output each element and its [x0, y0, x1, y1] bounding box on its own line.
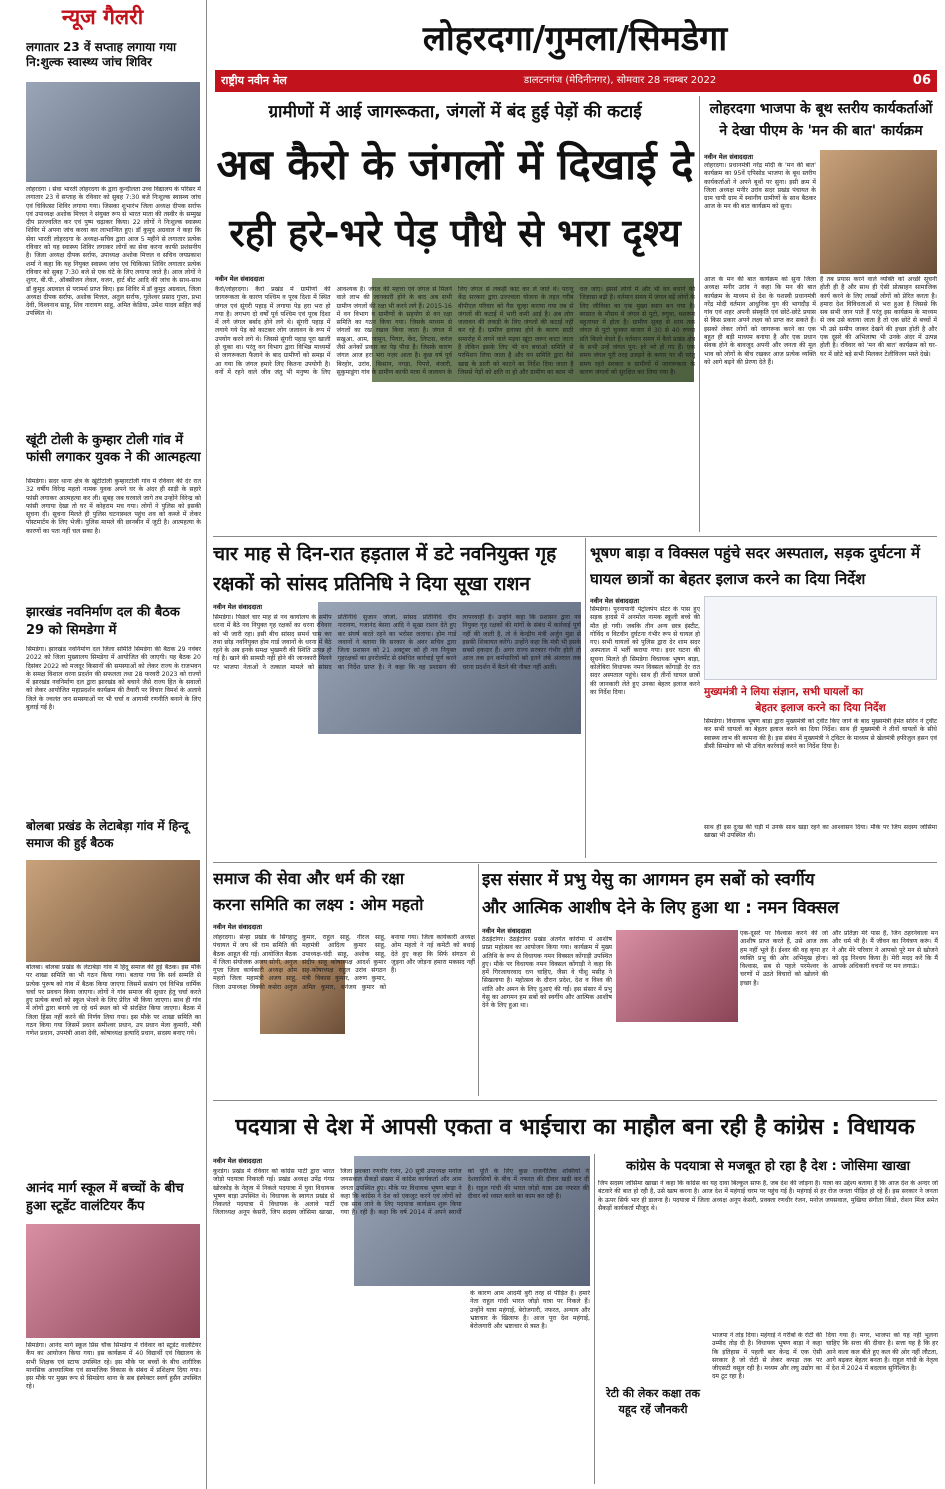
naman-vixal-headline-line1: इस संसार में प्रभु येसु का आगमन हम सबों को स्वर्गीय	[482, 870, 815, 890]
meeting-photo	[26, 860, 200, 962]
hospital-headline-line2: घायल छात्रों का बेहतर इलाज करने का दिया निर्देश	[590, 570, 866, 588]
padyatra-headline: पदयात्रा से देश में आपसी एकता व भाईचारा का माहौल बना रही है कांग्रेस : विधायक	[235, 1115, 915, 1140]
sidebar-story-1-text: लोहरदगा । सेवा भारती लोहरदगा के द्वारा कुन्दीलता उच्च विद्यालय के परिसर में लगातार 23 वें सप्ताह के रविवार को सुबह 7:30 बजे निःशुल्क स्वास्थ्य जांच एवं चिकित्सा शिविर लगाया गया। जिसका शुभारंभ जिला अध्यक्ष दीपक सर्राफ एवं उपाध्यक्ष अशोक मित्तल ने संयुक्त रूप से भारत माता की तस्वीर के सम्मुख दीप प्रज्ज्वलित कर एवं पुष्प चढ़ाकर किया। 22 लोगों ने निःशुल्क स्वास्थ्य शिविर में अपना जांच करवा कर लाभान्वित हुए। डॉ कुमुद अग्रवाल ने कहा कि सेवा भारती लोहरदगा के अध्यक्ष-सचिव द्वारा आज 5 महीने से लगातार प्रत्येक रविवार को यह स्वास्थ्य शिविर लगाकर लोगों का सेवा करना काफी प्रशंसनीय है। जिला अध्यक्ष दीपक सर्राफ, उपाध्यक्ष अशोक मित्तल व सचिव जयप्रकाश शर्मा ने कहा कि यह नियुक्त स्वास्थ्य जांच एवं चिकित्सा शिविर लगातार प्रत्येक रविवार को सुबह 7:30 बजे से एक घंटे के लिए लगाया जाते है। आज लोगों ने शुगर, बी.पी., ऑक्सीजन लेवल, वजन, हार्ट बीट आदि की जांच के साथ-साथ डॉ कुमुद अग्रवाल से परामर्श प्राप्त किए। इस शिविर में डॉ कुमुद अग्रवाल, जिला अध्यक्ष दीपक सर्राफ, अशोक मित्तल, अतुल सर्राफ, गुलेश्वर प्रसाद गुप्ता, प्रभा देवी, विश्वनाथ साहू, शिव नारायण साहू, अमित केडिया, उमेश यादव सहित कई उपस्थित थे।	[26, 186, 201, 318]
sidebar-story-4-text: बोलबा। बोलबा प्रखंड के लेटाबेड़ा गांव में हिंदू समाज की हुई बैठक। इस मौके पर शाखा समिति का भी गठन किया गया। बताया गया कि सर्व सम्मति से प्रत्येक पुरूष को गांव में बैठक किया जाएगा जिसमें सत्संग एवं विभिन्न धार्मिक चर्चा पर प्रवचन किया जाएगा। लोगों ने गांव समाज की सुधार हेतु चर्चा करते हुए प्रत्येक बच्चों को स्कूल भेजने के लिए प्रेरित भी किया जाएगा। साथ ही गांव में लोगों द्वारा बनाये जा रहे धर्म स्थल को भी संरक्षित किया जाएगा। बैठक में जिला हिंसा नहीं करने की निर्णय लिया गया। इस मौके पर शाखा समिति का गठन किया गया जिसमें प्रधान समीश्वर प्रधान, उप प्रधान मेला कुमारी, मंत्री गणेश प्रधान, उपमंत्री आशा देवी, कोषाध्यक्ष इत्यादि प्रधान, सदस्य बनाए गये।	[26, 964, 201, 1038]
mid-low-right-byline: नवीन मेल संवाददाता	[482, 927, 531, 935]
sidebar-divider	[206, 0, 207, 1489]
top-left-text: कैरो/लोहरदगा। कैरो प्रखंड में ग्रामीणों की जागरूकता के कारण पश्चिम व पूरब दिशा में स्थित जंगल एवं सूंगरी पहाड़ में लगाया पेड़ हरा भरा हो गया है। लगभग दो वर्षों पूर्व पश्चिम एवं पूरब दिशा में लगे जंगल बर्बाद होने लगे थे। सूंगरी पहाड़ में लगाये गये पेड़ को काटकर लोग जलावन के रूप में उपयोग करने लगे थे। जिससे सूंगरी पहाड़ पूरा खाली हो चुका था। परंतु वन विभाग द्वारा विभिन्न माध्यमों से जागरूकता फैलाने के बाद ग्रामीणों को समझ में आ गया कि जंगल हमारे लिए कितना उपयोगी है। वनों में रहने वाले जीव जंतु भी मनुष्य के लिए आवश्यक है। जंगल की महत्ता एवं जंगल से मिलने वाले लाभ की जानकारी होने के बाद अब सभी ग्रामीण जंगलों की रक्षा भी करने लगे हैं। 2015-16 में वन विभाग व ग्रामीणों के सहयोग से वन रक्षा समिति का गठन किया गया। जिसके माध्यम से जंगलों का रख रखाव किया जाता है। जंगल में सखुआ, आम, जामुन, पियार, केंद, लिप्टस, करंज जैसे अनेकों प्रकार का पेड़ पौधा है। जिसके कारण जंगल आज हरा भरा नज़र आता है। कुछ वर्ष पूर्व बिरहोर, उरांव, किसान, नगड़ा, पिपरो, बंजारी, सुकुमाडूंगा गांव के ग्रामीण काफी मात्रा में जलावन के लिए जंगल से लकड़ी काट कर ले जाते थे। परन्तु केंद्र सरकार द्वारा उज्ज्वला योजना के तहत गरीब बीपीएल परिवार को गैस चूल्हा कराया गया तब से जंगलों की कटाई में भारी कमी आई है। अब लोग जलावन की लकड़ी के लिए जंगलों की कटाई नहीं कर रहे हैं। ग्रामीण इलाका होने के कारण साठी समारोह में लगने वाले मड़वा खूंटा जरूर काटा जाता है लेकिन इसके लिए भी वन बचाओ समिति से परमिशन लिया जाता है और वन समिति द्वारा वैसे खाद्य के डाली को काटने का निर्देश दिया जाता है जिससे पेड़ों को क्षति ना हो और ग्रामीण का काम भी चल जाए। इससे लोगों में और भी वन बचाने की जिज्ञासा बढ़ी है। वर्तमान समय में जंगल बढ़ें लोगों के लिए जीविका का एक मुख्य स्थान बन गया है। बरसात के मौसम में जंगल से पुटो, रुगुवा, मशरूम बहुतायत में होता है। ग्रामीण सुबह से शाम तक जंगल से पुटो चुनकर बाजार में 30 से 40 रुपया प्रति किलो बेचते हैं। वर्तमान समय में कैरो प्रखंड क्षेत्र के सभी उन्हें जंगल पुन: हरे भरे हो गए हैं। एक समय जंगल पूरी तरह उजड़ने के कगार पर थी परंतु समय रहते सरकार व ग्रामीणों में जागरूकता के कारण जंगलों को सुरक्षित कर लिया गया है।	[215, 286, 695, 376]
sidebar-story-3-text: सिमडेगा। झारखंड नवनिर्माण दल जिला समिति सिमडेगा की बैठक 29 नवंबर 2022 को जिला मुख्यालय सिमडेगा में आयोजित की जाएगी। यह बैठक 20 दिसंबर 2022 को मजदूर किसानों की समस्याओं को लेकर राज्य के राजभवन के समक्ष विशाल धरना प्रदर्शन की सफलता तथा 28 फरवरी 2023 को राज्यों में झारखंड नवनिर्माण दल द्वारा झारखंड को बचाने जैसे राज्य हित के सवालों को लेकर आयोजित महाप्रदर्शन कार्यक्रम की तैयारी पर विचार विमर्श के अलावे जिले के ज्वलंत जन समस्याओं पर भी चर्चा व आगामी रणनीति बनाने के लिए बुलाई गई है।	[26, 646, 201, 712]
sidebar-story-4-headline: बोलबा प्रखंड के लेटाबेड़ा गांव में हिन्दू समाज की हुई बैठक	[26, 819, 189, 850]
news-gallery-title	[6, 2, 199, 32]
cm-tweet-screenshot	[704, 596, 937, 680]
om-mahto-headline-line2: करना समिति का लक्ष्य : ओम महतो	[213, 895, 424, 914]
mid-right-text: सिमडेगा। पुरनापानी पेट्रोलपंप सेंटर के पास हुए सड़क हादसे में अनमोल नामक स्कूली बच्चे की मौत हो गयी। जबकि तीन अन्य छात्र इंस्टीट, गोविंद व विटवीन दुर्घटना गंभीर रूप से घायल हो गए। सभी घायलों को पुलिस द्वारा देर शाम सदर अस्पताल में भर्ती कराया गया। इधर घटना की सूचना मिलते ही सिमडेगा विधायक भूषण बाड़ा, कोलेबिरा विधायक नमन विक्सल कोंगाड़ी देर रात सदर अस्पताल पहुंचे। साथ ही तीनों घायल छात्रों की जानकारी लेते हुए उनका बेहतर इलाज करने का निर्देश दिया।	[590, 606, 700, 696]
cm-tail-text: साथ ही इस दुःख की घड़ी में उनके साथ खड़ा रहने का आश्वासन दिया। मौके पर जिप सदस्य जोसिमा खाखा भी उपस्थित थी।	[704, 824, 937, 840]
sidebar-story-5-headline: आनंद मार्ग स्कूल में बच्चों के बीच हुआ स्टूडेंट वालंटियर कैंप	[26, 1181, 184, 1214]
top-right-divider	[699, 96, 700, 532]
mid-right-byline: नवीन मेल संवाददाता	[590, 597, 639, 605]
mid-left-text: सिमडेगा। पिछले चार माह से नव कार्यालय के समीप धरना में बैठे नव नियुक्त गृह रक्षकों का धरना रविवार को भी जारी रहा। इसी बीच सांसद समर्थ चाम कर तथा छोड़ नवनियुक्त होम गार्ड जवानों के धरना में बैठे रहने के अब इनके समक्ष भुखमरी की स्थिति उत्पन्न हो गई है। खाने की सामग्री नहीं होने की जानकारी मिलने पर भाजपा नेताओं ने तत्काल मामले को सांसद प्रतिनिधि सुजान जोजो, सांसद प्रतिनिधि दीप नारायण, गजानंद बेसरा आदि ने सूखा राशन देते हुए कर संघर्ष करते रहने का भरोसा जताया। होम गार्ड जवानों ने बताया कि सरकार के अवर सचिव द्वारा जिला प्रशासन को 21 अक्टूबर को ही नव नियुक्त गृहरक्षकों का इनरोलमेंट से संबंधित कार्रवाई पूर्ण करने का निर्देश प्राप्त है। ने कहा कि वह प्रशासन की लापरवाही है। उन्होंने कहा कि प्रशासन द्वारा नव नियुक्त गृह रक्षकों की मांगों के संबंध में कार्रवाई पूर्ण नहीं की जाती है, तो वे केन्द्रीय मंत्री अर्जुन मुंडा से इसकी शिकायत करेंगे। उन्होंने कहा कि मंत्री भी इसके सबसे हकदार हैं। अगर राज्य सरकार गंभीर होती तो आज तक इन कर्मचारियों को इतने लंबे अंतराल तक धरना प्रदर्शन में बैठने की नौबत नहीं आती।	[213, 614, 581, 671]
section-rule-3	[213, 1100, 937, 1101]
page-number: 06	[912, 73, 931, 88]
home-guard-headline-line1: चार माह से दिन-रात हड़ताल में डटे नवनियुक्त गृह	[213, 543, 557, 565]
section-rule-2	[213, 862, 937, 863]
sidebar-story-1-headline: लगातार 23 वें सप्ताह लगाया गया नि:शुल्क स्वास्थ्य जांच शिविर	[26, 40, 177, 69]
mid-low-right-text-c: और प्रतिज्ञा मेरे पास है, जिन ठहरनेवाला मन और धर्म भी है। मैं जीवन का नियंत्रण करूं। मैं ने और मेरे परिवार ने आपको पूरे मन से खोजने को दृढ़ निश्चय किया है। मेरी मदद करें कि मैं आपके अधिकारी वचनों पर मन लगाऊं।	[832, 930, 938, 971]
news-gallery-sidebar	[0, 0, 205, 1489]
josima-text: जिप सदस्य जोसिमा खाखा ने कहा कि कांग्रेस का यह दावा बिल्कुल साफ है, जब देश की जोड़ना है। यात्रा का उद्देश्य बताया है कि आज देश के अन्दर जो बंटवारे की बात हो रही है, उसे खत्म करना है। आज देश में महंगाई चरम पर पहुंच गई है। महंगाई से हर रोज जनता पीड़ित हो रहे हैं। इस सरकार ने जनता के ऊपर सिर्फ भार ही डालना है। पदयात्रा में जिला अध्यक्ष अनूप केसरी, प्रवक्ता रणधीर रंजन, मनोज जयसवाल, मुखिया संगीता किंडो, रोशन मिंज समेत सैकड़ों कार्यकर्ता मौजूद थे।	[598, 1180, 938, 1212]
dateline: डालटनगंज (मेदिनीनगर), सोमवार 28 नवम्बर 2022	[523, 75, 717, 86]
cm-headline-line2: बेहतर इलाज करने का दिया निर्देश	[755, 702, 886, 714]
cm-text: सिमडेगा। विधायक भूषण बाड़ा द्वारा मुख्यमंत्री को ट्वीट किए जाने के बाद मुख्यमंत्री हेमंत सोरेन ने ट्वीट कर सभी घायलों का बेहतर इलाज करने का दिया निर्देश। साथ ही मुख्यमंत्री ने तीनों घायलों के सीधे स्वास्थ्य लाभ की कामना की है। इस संबंध में मुख्यमंत्री ने ट्विटर के माध्यम से खेलमंत्री हफीजुल हसन एवं डीसी सिमडेगा को भी उचित कार्रवाई करने का निर्देश दिया है।	[704, 718, 937, 750]
mann-ki-baat-photo	[820, 150, 937, 274]
school-camp-photo	[26, 1224, 200, 1338]
naman-vixal-headline-line2: और आत्मिक आशीष देने के लिए हुआ था : नमन विक्सल	[482, 898, 839, 918]
church-event-photo	[616, 930, 738, 1022]
mid-low-right-text-b: एक-दूसरे पर विश्वास करने की जो आशीष प्राप्त करते हैं, उसे आज तक हम नहीं भूले हैं। ईश्वर की वह कृपा हर व्यक्ति प्रभु की ओर अभिमुख होना। विश्वास, सब से पहले परमेश्वर के चरणों में उठते विचारों को खोलने की इच्छा है।	[740, 930, 828, 987]
masthead-bar	[215, 70, 937, 92]
region-title: लोहरदगा/गुमला/सिमडेगा	[422, 19, 728, 59]
josima-headline: कांग्रेस के पदयात्रा से मजबूत हो रहा है देश : जोसिमा खाखा	[625, 1159, 911, 1174]
mann-ki-baat-headline: लोहरदगा भाजपा के बूथ स्तरीय कार्यकर्ताओं ने देखा पीएम के 'मन की बात' कार्यक्रम	[709, 101, 933, 139]
hospital-headline-line1: भूषण बाड़ा व विक्सल पहुंचे सदर अस्पताल, सड़क दुर्घटना में	[590, 544, 921, 562]
top-right-text-c: है तब प्रयास करने वाले व्यक्ति को अच्छी सूचनी होती ही है और साथ ही ऐसी प्रोत्साहन सामाजिक कार्य करने के लिए लाखों लोगों को प्रेरित करता है। हमारा देश विविधताओं से भरा हुआ है जिससे कि सब सभी जान पाते हैं परंतु इस कार्यक्रम के माध्यम से जब उसे बताया जाता है तो एक छोटे से बच्चों में भी उसे समीप जाकर देखने की इच्छा होती है और एक दूसरे की अभिलाषा भी उनके अंदर में उत्पन्न होती है। रविवार को 'मन की बात' कार्यक्रम को घर-घर में छोटे बड़े सभी मिलकर टेलीविजन मस्ते देखे।	[820, 276, 937, 358]
bottom-byline: नवीन मेल संवाददाता	[213, 1157, 262, 1165]
roti-box-headline-line1: रेटी की लेकर कक्षा तक	[606, 1387, 700, 1400]
bottom-text-b: के कारण आम आदमी बुरी तरह से पीड़ित है। हमारे नेता राहुल गांधी भारत जोड़ो यात्रा पर निकले हैं। उन्होंने यात्रा महंगाई, बेरोजगारी, नफरत, अन्याय और भ्रष्टाचार के खिलाफ है। आज पूरा देश महंगाई, बेरोजगारी और भ्रष्टाचार से त्रस्त है।	[470, 1290, 590, 1331]
health-camp-photo	[26, 82, 200, 182]
top-kicker: ग्रामीणों में आई जागरूकता, जंगलों में बंद हुई पेड़ों की कटाई	[268, 102, 642, 122]
sidebar-story-2-text: सिमडेगा। सदर थाना क्षेत्र के खूंटीटोली कुम्हारटोली गांव में रविवार की देर रात 32 वर्षीय विरेन्द्र महतो नामक युवक अपने घर के अंदर ही साड़ी के सहारे फांसी लगाकर आत्महत्या कर ली। सुबह जब घरवाले जागे तब उन्होंने विरेन्द्र को फांसी लगाया देखा तो घर में कोहराम मच गया। लोगों ने पुलिस को इसकी सूचना दी। सूचना मिलते ही पुलिस घटनास्थल पहुंच शव को कब्जे में लेकर पोस्टमार्टम के लिए भेजी। पुलिस मामले की छानबीन में जुटी है। आत्महत्या के कारणों का पता नहीं चल सका है।	[26, 478, 201, 535]
sidebar-story-2-headline: खूंटी टोली के कुम्हार टोली गांव में फांसी लगाकर युवक ने की आत्महत्या	[26, 433, 201, 465]
top-left-byline: नवीन मेल संवाददाता	[215, 275, 264, 283]
bottom-text: कुरडेग। प्रखंड में रविवार को कांग्रेस पार्टी द्वारा भारत जोड़ो पदयात्रा निकाली गई। प्रखंड अध्यक्ष उपेंद्र गंगप्र खोरकोड़ के नेतृत्व में निकले पदयात्रा में युवा विधायक भूषण बाड़ा उपस्थित थे। विधायक के स्वागत प्रखंड से निकलते पदयात्रा में विधायक के अलावे पार्टी जिलाध्यक्ष अनूप केसरी, जिप सदस्य जोसिमा खाखा, जिला प्रवक्ता रणधीर रंजन, 20 सूत्री उपाध्यक्ष मनोज जयसवाल सैकड़ों संख्या में कांग्रेस कार्यकर्ता और आम जनता उपस्थित हुए। मौके पर विधायक भूषण बाड़ा ने कहा कि कांग्रेस ने देश को एकजुट करने एवं लोगों को एक साथ लाने के लिए पदयात्रा कार्यक्रम शुरू किया गया है। रही है। कहा कि वर्ष 2014 में अपने स्वार्थी को पूर्ति के लिए कुछ राजनीतिक शक्तियों ने देशवासियों के बीच में नफरत की दीवार खड़ी कर दी है। राहुल गांधी की भारत जोड़ो यात्रा उस नफरत की दीवार को ध्वस्त करने का काम कर रही है।	[213, 1168, 589, 1217]
top-right-text-a: लोहरदगा। प्रधानमंत्री नरेंद्र मोदी के 'मन की बात' कार्यक्रम का 95वें एपिसोड भाजपा के बूथ स्तरीय कार्यकर्ताओं ने अपने बूथों पर सुना। इसी क्रम में जिला अध्यक्ष मनीर उरांव सदर प्रखंड पंचायत के ग्राम चापी ग्राम में स्थानीय ग्रामीणों के साथ बैठकर आज के मन की बात कार्यक्रम को सुना।	[704, 162, 816, 211]
sidebar-story-5-text: सिमडेगा। आनंद मार्ग स्कूल प्रिंस चौक सिमडेगा में रविवार को स्टूडेंट वालंटियर कैंप का आयोजन किया गया। इस कार्यक्रम में 40 विद्यार्थी एवं विद्यालय के सभी शिक्षक एवं स्टाफ उपस्थित रहे। इस मौके पर बच्चों के बीच शारीरिक मानसिक आध्यात्मिक एवं सामाजिक विकास के संबंध में प्रशिक्षण दिया गया। इस मौके पर मुख्य रूप से सिमडेगा थाना के सब इंस्पेक्टर स्वर्ण हुसैन उपस्थित रहे।	[26, 1342, 201, 1391]
top-headline-line2: रही हरे-भरे पेड़ पौधे से भरा दृश्य	[229, 211, 681, 255]
om-mahto-headline-line1: समाज की सेवा और धर्म की रक्षा	[213, 869, 405, 888]
mid-low-left-byline: नवीन मेल संवाददाता	[213, 923, 262, 931]
mid-left-byline: नवीन मेल संवाददाता	[213, 603, 262, 611]
sidebar-story-3-headline: झारखंड नवनिर्माण दल की बैठक 29 को सिमडेगा में	[26, 605, 180, 638]
mid-low-divider	[478, 864, 479, 1096]
roti-box-headline-line2: यहूद रहें जौनकरी	[618, 1403, 688, 1416]
mid-divider	[585, 538, 586, 858]
news-gallery-title-text: न्यूज गैलरी	[61, 5, 144, 29]
mid-low-right-text: ठेठईटांगर। ठेठईटांगर प्रखंड अंतर्गत कोरोमा में आशीष प्राप्ना महोत्सव का आयोजन किया गया। कार्यक्रम में मुख्य अतिथि के रूप से विधायक नमन विक्सल कोंगाड़ी उपस्थित हुए। मौके पर विधायक नमन विक्सल कोंगाड़ी ने कहा कि हमें गिरजाघरवाद रत्न चाहिए, जैसा वे यीशु मसीह ने सिखलाया है। महोत्सव के दौरान प्रदेश, देश व विश्व की शांति और अमन के लिए दुआएं की गईं। इस संसार में प्रभु येसु का आगमन हम सबों को स्वर्गीय और आत्मिक आशीष देने के लिए हुआ था।	[482, 936, 612, 1010]
top-right-text-b: आज के मन की बात कार्यक्रम को सुना जिला अध्यक्ष मनीर उरांव ने कहा कि मन की बात कार्यक्रम के माध्यम से देश के यशस्वी प्रधानमंत्री नरेंद्र मोदी वर्तमान आधुनिक युग की भागदौड़ में गांव एवं शहर अपनी संस्कृति एवं छोटे-छोटे प्रयास से किस प्रकार अपने लक्ष्य को प्राप्त कर सकते हैं। इसको लेकर लोगों को जागरूक करने का एक बहुत ही बड़ी माध्यम बनाया है और एक प्रधान सेवक होने के बावजूद अपनी और जनता की मूल भाव को लोगों के बीच रखकर आज प्रत्येक व्यक्ति को आगे बढ़ने की प्रेरणा देते हैं।	[704, 276, 816, 366]
bottom-tail-text: दिया गया है। मगर, भाजपा को यह नहीं भूलना चाहिए कि सत्ता की दीवार है। सत्ता यह है कि हर आने वाला कल बीते हुए कल की ओर नहीं लौटता, आगे बढ़कर बेहतर बनता है। राहुल गांधी के नेतृत्व में देश में 2024 में बदलाव सुनिश्चित है।	[826, 1332, 938, 1373]
top-right-byline: नवीन मेल संवाददाता	[704, 153, 753, 161]
mid-low-left-text: लोहरदगा। सेन्हा प्रखंड के सिंगहाटु पंचायत में जय श्री राम समिति की बैठक आहूत की गई। आयोजित बैठक में जिला संयोजक अजय सोनी, अनुज गुप्ता जिला कार्यकारी अध्यक्ष ओम महतो जिला महामंत्री अजय साहू, जिला उपाध्यक्ष विक्की कसेरा अनुज कुमार, राहुल साहू, नीरज साहू, महामंत्री आदित्य कुमार साहू, उपाध्यक्ष-चंदी साहू, अशोक साहू, संदीप साहू कोषाध्यक्ष आदर्श कुमार सह-कोषाध्यक्ष राहुल उरांव संगठन मंत्री विकास कुमार, अरुण कुमार, अमित कुमार, धनंजय कुमार को बनाया गया। जिला कार्यकारी अध्यक्ष ओम महतो ने नई कमेटी को बधाई देते हुए कहा कि सिर्फ संगठन से जुड़ना और जोड़ना हमारा मकसद नहीं है।	[213, 934, 475, 991]
section-rule-1	[213, 536, 937, 537]
bottom-divider	[594, 1154, 595, 1484]
paper-name: राष्ट्रीय नवीन मेल	[221, 74, 287, 87]
top-headline-line1: अब कैरो के जंगलों में दिखाई दे	[216, 140, 694, 189]
roti-box-text: भाजपा ने तोड़ दिया। महंगाई ने गरीबों के रोटी की उम्मीद तोड़ दी है। विधायक भूषण बाड़ा ने कहा कि इतिहास में पहली बार केन्द्र में एक ऐसी सरकार है जो रोटी से लेकर कपड़ा तक पर जीएसटी वसूल रही है। मध्यम और लघु उद्योग का दम टूट रहा है।	[712, 1332, 822, 1381]
home-guard-headline-line2: रक्षकों को सांसद प्रतिनिधि ने दिया सूखा राशन	[213, 573, 531, 595]
cm-headline-line1: मुख्यमंत्री ने लिया संज्ञान, सभी घायलों का	[704, 686, 863, 698]
